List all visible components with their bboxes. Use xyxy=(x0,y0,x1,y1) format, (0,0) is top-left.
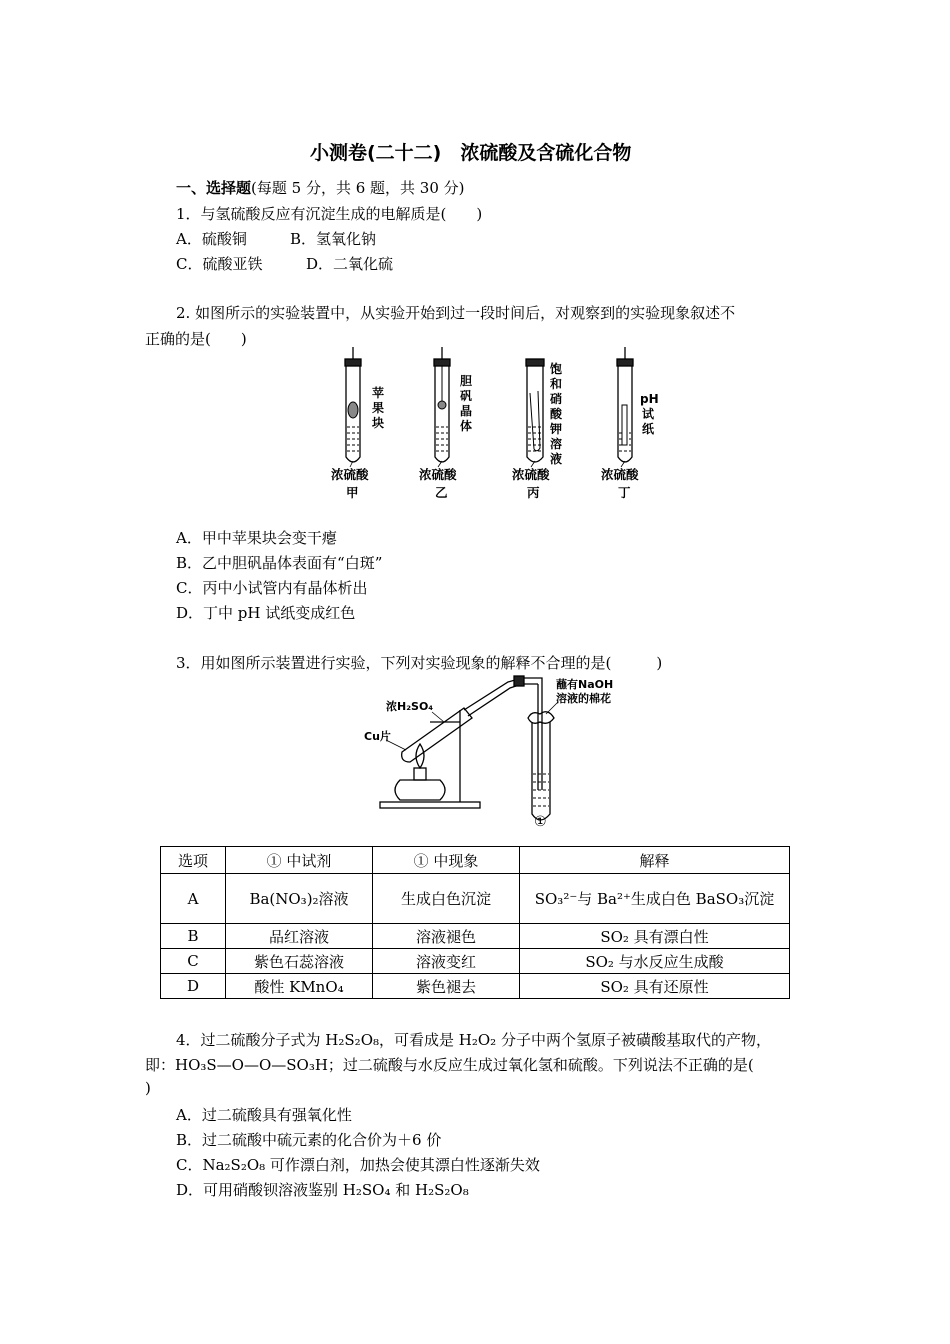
q2-tube3-acid: 浓硫酸 xyxy=(512,467,550,482)
q3-cotton-line1: 蘸有NaOH xyxy=(556,678,614,691)
svg-text:硝: 硝 xyxy=(550,392,563,406)
svg-text:矾: 矾 xyxy=(460,389,473,403)
q4-stem-line1: 4．过二硫酸分子式为 H₂S₂O₈，可看成是 H₂O₂ 分子中两个氢原子被磺酸基取代的产物， xyxy=(176,1031,771,1049)
table-cell: 紫色石蕊溶液 xyxy=(226,949,373,974)
q2-tube2-acid: 浓硫酸 xyxy=(419,467,457,482)
table-cell: SO₂ 具有还原性 xyxy=(520,974,790,999)
q3-cu-label: Cu片 xyxy=(364,730,391,743)
q4-option-c: C．Na₂S₂O₈ 可作漂白剂，加热会使其漂白性逐渐失效 xyxy=(176,1156,540,1174)
q2-figure xyxy=(320,345,680,505)
svg-text:pH: pH xyxy=(640,392,659,406)
q3-stem: 3．用如图所示装置进行实验，下列对实验现象的解释不合理的是( ) xyxy=(176,654,663,672)
svg-text:和: 和 xyxy=(550,377,563,391)
table-cell: SO₂ 具有漂白性 xyxy=(520,924,790,949)
table-cell: 溶液褪色 xyxy=(373,924,520,949)
section-heading-info: (每题 5 分，共 6 题，共 30 分) xyxy=(251,179,465,197)
svg-text:胆: 胆 xyxy=(460,374,473,388)
q3-options-table xyxy=(160,846,790,999)
table-cell: B xyxy=(161,924,226,949)
q2-option-d: D．丁中 pH 试纸变成红色 xyxy=(176,604,356,622)
q2-tube4-label: 丁 xyxy=(618,485,631,500)
svg-text:酸: 酸 xyxy=(550,407,563,421)
table-row xyxy=(161,974,790,999)
table-row xyxy=(161,924,790,949)
q1-option-c: C．硫酸亚铁 xyxy=(176,255,263,273)
q1-option-b: B．氢氧化钠 xyxy=(290,230,377,248)
table-cell: 溶液变红 xyxy=(373,949,520,974)
q2-stem-line1: 2. 如图所示的实验装置中，从实验开始到过一段时间后，对观察到的实验现象叙述不 xyxy=(176,304,736,322)
q3-cotton-line2: 溶液的棉花 xyxy=(556,692,611,705)
svg-text:钾: 钾 xyxy=(550,422,563,436)
q2-option-c: C．丙中小试管内有晶体析出 xyxy=(176,579,368,597)
q2-tube1-acid: 浓硫酸 xyxy=(331,467,369,482)
table-header: ① 中试剂 xyxy=(226,847,373,874)
svg-text:块: 块 xyxy=(372,416,385,430)
q4-option-a: A．过二硫酸具有强氧化性 xyxy=(176,1106,352,1124)
svg-text:果: 果 xyxy=(372,401,385,415)
q3-figure xyxy=(360,670,630,830)
table-cell: A xyxy=(161,874,226,924)
q2-tube3-label: 丙 xyxy=(527,485,540,500)
table-cell: SO₃²⁻与 Ba²⁺生成白色 BaSO₃沉淀 xyxy=(520,874,790,924)
table-header: 解释 xyxy=(520,847,790,874)
table-cell: 酸性 KMnO₄ xyxy=(226,974,373,999)
table-row xyxy=(161,949,790,974)
q1-stem: 1．与氢硫酸反应有沉淀生成的电解质是( ) xyxy=(176,205,483,223)
table-cell: SO₂ 与水反应生成酸 xyxy=(520,949,790,974)
q2-tube1-label: 甲 xyxy=(346,485,359,500)
q2-option-a: A．甲中苹果块会变干瘪 xyxy=(176,529,337,547)
q4-option-d: D．可用硝酸钡溶液鉴别 H₂SO₄ 和 H₂S₂O₈ xyxy=(176,1181,469,1199)
table-cell: Ba(NO₃)₂溶液 xyxy=(226,874,373,924)
table-cell: 品红溶液 xyxy=(226,924,373,949)
q2-stem-line2: 正确的是( ) xyxy=(145,330,247,348)
svg-text:体: 体 xyxy=(460,419,473,433)
svg-text:试: 试 xyxy=(642,407,655,421)
q3-acid-label: 浓H₂SO₄ xyxy=(386,700,434,713)
q2-tube1-item-char: 苹 xyxy=(372,386,385,400)
q1-option-d: D．二氧化硫 xyxy=(306,255,394,273)
q2-tube4-acid: 浓硫酸 xyxy=(601,467,639,482)
svg-text:溶: 溶 xyxy=(550,437,563,451)
table-row xyxy=(161,874,790,924)
table-cell: 紫色褪去 xyxy=(373,974,520,999)
q4-stem-line2: 即：HO₃S—O—O—SO₃H；过二硫酸与水反应生成过氧化氢和硫酸。下列说法不正确的是( xyxy=(145,1056,754,1074)
q2-tube2-label: 乙 xyxy=(435,485,448,500)
table-header: 选项 xyxy=(161,847,226,874)
page-title: 小测卷(二十二) 浓硫酸及含硫化合物 xyxy=(310,142,632,164)
svg-text:饱: 饱 xyxy=(550,362,563,376)
q2-option-b: B．乙中胆矾晶体表面有“白斑” xyxy=(176,554,383,572)
q1-option-a: A．硫酸铜 xyxy=(176,230,247,248)
table-cell: D xyxy=(161,974,226,999)
svg-text:晶: 晶 xyxy=(460,404,473,418)
table-cell: C xyxy=(161,949,226,974)
q4-stem-line3: ) xyxy=(145,1079,151,1097)
q4-option-b: B．过二硫酸中硫元素的化合价为＋6 价 xyxy=(176,1131,442,1149)
svg-text:纸: 纸 xyxy=(642,422,655,436)
table-header-row xyxy=(161,847,790,874)
table-header: ① 中现象 xyxy=(373,847,520,874)
table-cell: 生成白色沉淀 xyxy=(373,874,520,924)
section-heading xyxy=(176,177,465,198)
q3-tube-mark: ① xyxy=(534,814,547,830)
section-heading-label: 一、选择题 xyxy=(176,179,252,197)
svg-text:液: 液 xyxy=(550,452,563,466)
